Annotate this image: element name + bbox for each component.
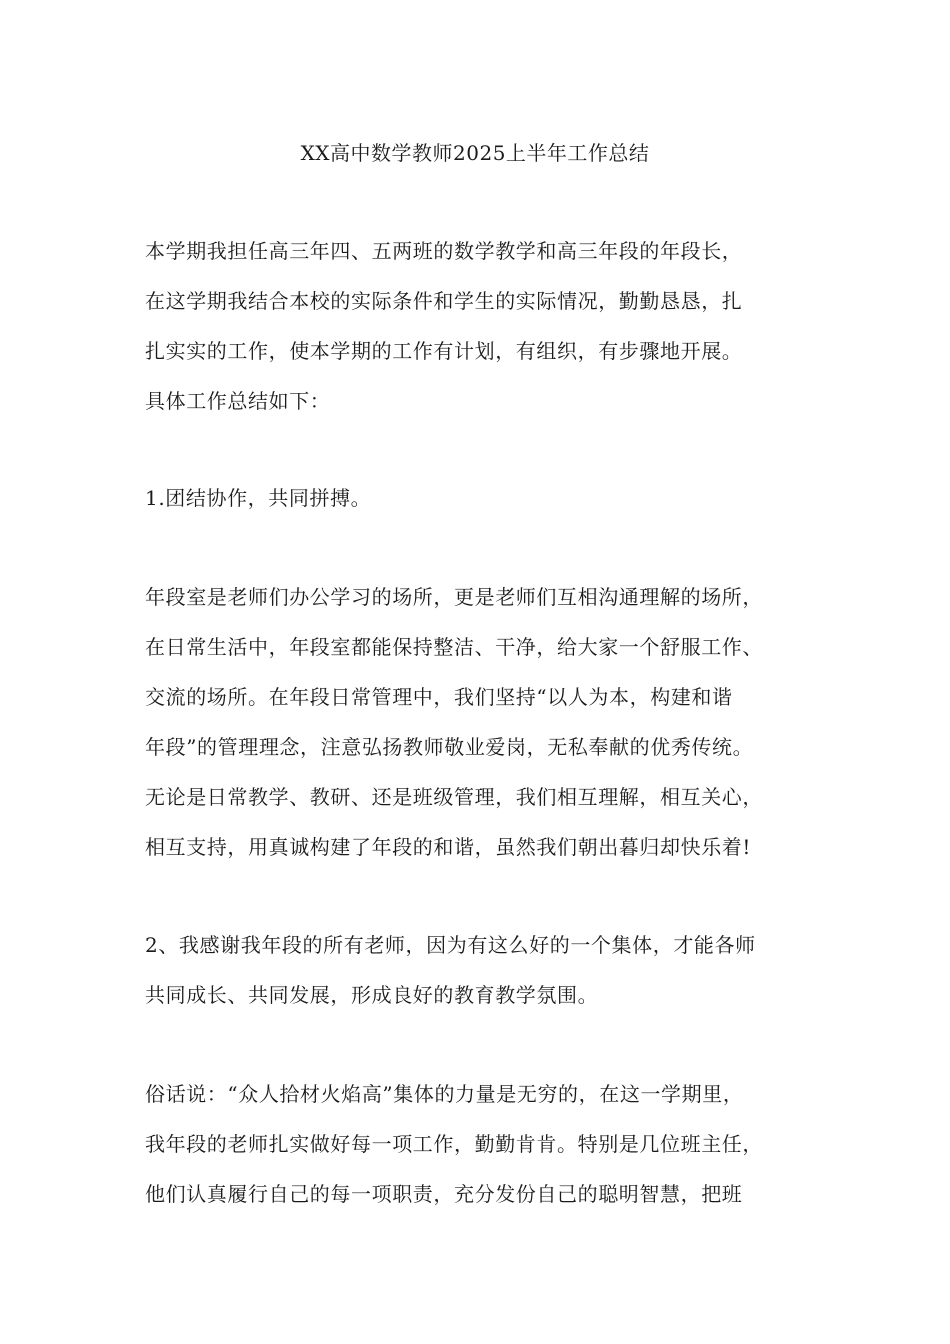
paragraph-line: 年段”的管理理念，注意弘扬教师敬业爱岗，无私奉献的优秀传统。 bbox=[145, 735, 754, 759]
paragraph-line: 相互支持，用真诚构建了年段的和谐，虽然我们朝出暮归却快乐着! bbox=[145, 835, 752, 859]
paragraph-line: 共同成长、共同发展，形成良好的教育教学氛围。 bbox=[145, 983, 599, 1007]
paragraph-line: 俗话说：“众人拾材火焰高”集体的力量是无穷的，在这一学期里， bbox=[145, 1082, 744, 1106]
paragraph-line: 具体工作总结如下： bbox=[145, 389, 331, 413]
paragraph-line: 本学期我担任高三年四、五两班的数学教学和高三年段的年段长， bbox=[145, 239, 743, 263]
document-title: XX高中数学教师2025上半年工作总结 bbox=[300, 141, 650, 165]
paragraph-line: 他们认真履行自己的每一项职责，充分发份自己的聪明智慧，把班 bbox=[145, 1182, 743, 1206]
paragraph-line: 交流的场所。在年段日常管理中，我们坚持“以人为本，构建和谐 bbox=[145, 685, 733, 709]
paragraph-line: 在这学期我结合本校的实际条件和学生的实际情况，勤勤恳恳，扎 bbox=[145, 289, 743, 313]
paragraph-line: 扎实实的工作，使本学期的工作有计划，有组织，有步骤地开展。 bbox=[145, 339, 743, 363]
paragraph-line: 年段室是老师们办公学习的场所，更是老师们互相沟通理解的场所， bbox=[145, 585, 763, 609]
paragraph-line: 在日常生活中，年段室都能保持整洁、干净，给大家一个舒服工作、 bbox=[145, 635, 763, 659]
paragraph-line: 我年段的老师扎实做好每一项工作，勤勤肯肯。特别是几位班主任， bbox=[145, 1132, 763, 1156]
paragraph-line: 无论是日常教学、教研、还是班级管理，我们相互理解，相互关心， bbox=[145, 785, 763, 809]
paragraph-line: 2、我感谢我年段的所有老师，因为有这么好的一个集体，才能各师 bbox=[145, 933, 756, 957]
section-heading: 1.团结协作，共同拼搏。 bbox=[145, 486, 372, 510]
